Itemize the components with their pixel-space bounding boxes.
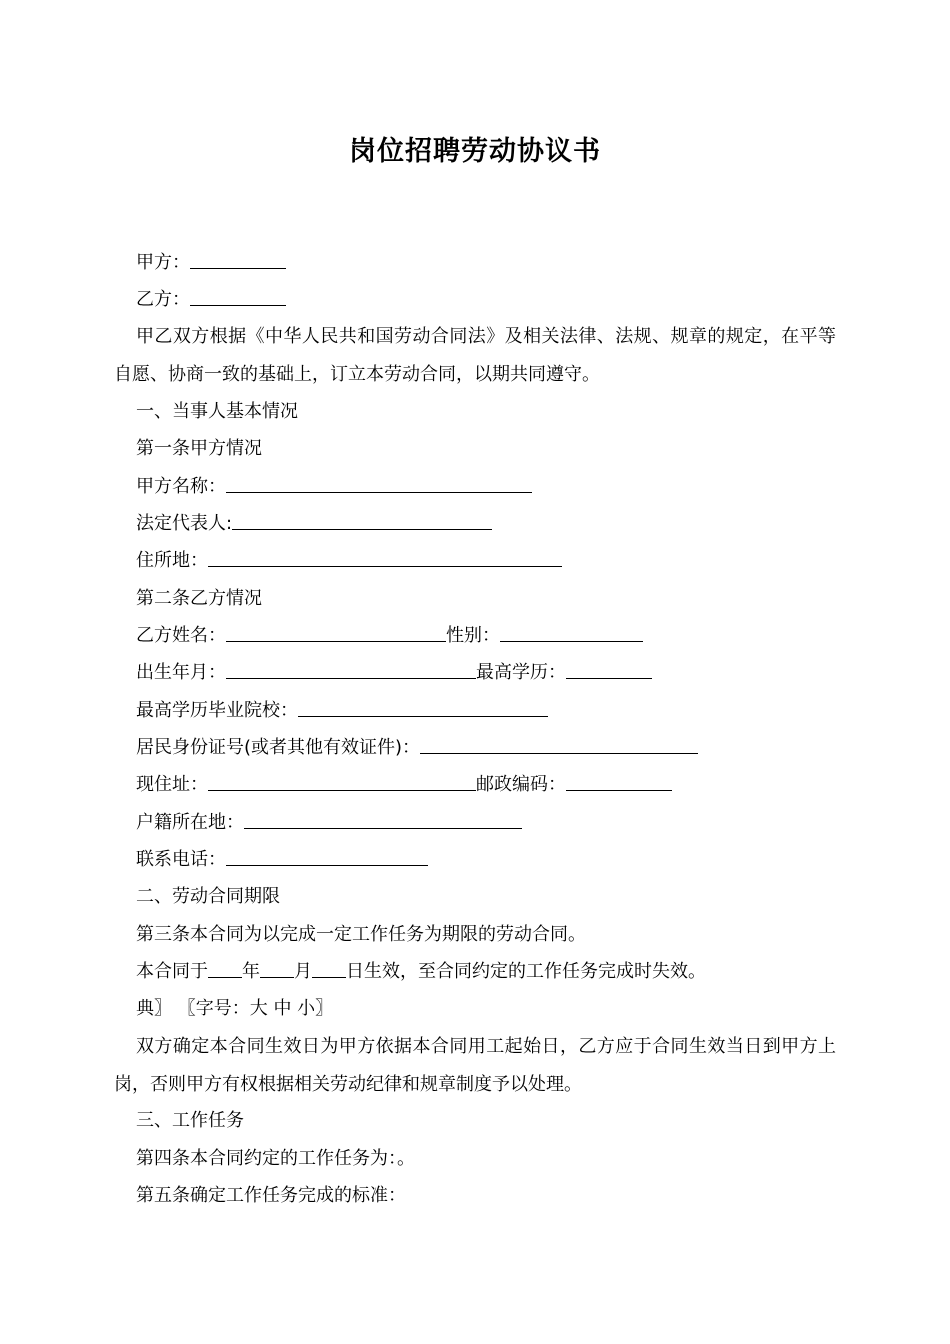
education-label: 最高学历： <box>476 662 566 683</box>
effective-date-line <box>136 959 706 985</box>
phone-line <box>136 847 428 873</box>
party-a-name-line <box>136 474 532 500</box>
party-a-line <box>136 250 286 276</box>
start-date-paragraph: 双方确定本合同生效日为甲方依据本合同用工起始日，乙方应于合同生效当日到甲方上岗，否则甲方有权根据相关劳动纪律和规章制度予以处理。 <box>114 1036 836 1095</box>
legal-rep-label: 法定代表人: <box>136 513 233 534</box>
legal-rep-line <box>136 511 492 537</box>
section-2-heading: 二、劳动合同期限 <box>136 886 280 907</box>
party-b-blank[interactable] <box>190 287 286 306</box>
phone-blank[interactable] <box>226 847 428 866</box>
effective-prefix: 本合同于 <box>136 961 208 982</box>
party-b-name-gender-line <box>136 623 643 649</box>
font-size-note: 典〗 〖字号：大 中 小〗 <box>136 998 334 1019</box>
article-5-text: 第五条确定工作任务完成的标准： <box>136 1185 406 1206</box>
party-a-name-blank[interactable] <box>226 474 532 493</box>
effective-day-blank[interactable] <box>312 959 346 978</box>
party-a-name-label: 甲方名称： <box>136 476 226 497</box>
party-b-name-blank[interactable] <box>226 623 446 642</box>
birth-education-line <box>136 660 652 686</box>
id-number-line <box>136 735 698 761</box>
section-3-heading: 三、工作任务 <box>136 1110 244 1131</box>
school-label: 最高学历毕业院校： <box>136 700 298 721</box>
party-a-address-line <box>136 548 562 574</box>
hukou-blank[interactable] <box>244 810 522 829</box>
party-a-label: 甲方： <box>136 252 190 273</box>
school-line <box>136 698 548 724</box>
effective-month-blank[interactable] <box>260 959 294 978</box>
school-blank[interactable] <box>298 698 548 717</box>
month-label: 月 <box>294 961 312 982</box>
id-number-blank[interactable] <box>420 735 698 754</box>
zip-label: 邮政编码： <box>476 774 566 795</box>
current-address-label: 现住址： <box>136 774 208 795</box>
legal-rep-blank[interactable] <box>232 511 492 530</box>
party-a-address-blank[interactable] <box>208 548 562 567</box>
hukou-label: 户籍所在地： <box>136 812 244 833</box>
id-number-label: 居民身份证号(或者其他有效证件)： <box>136 737 421 758</box>
year-label: 年 <box>242 961 260 982</box>
party-b-line <box>136 287 286 313</box>
party-a-address-label: 住所地： <box>136 550 208 571</box>
effective-suffix: 日生效，至合同约定的工作任务完成时失效。 <box>346 961 706 982</box>
intro-paragraph: 甲乙双方根据《中华人民共和国劳动合同法》及相关法律、法规、规章的规定，在平等自愿、协商一致的基础上，订立本劳动合同，以期共同遵守。 <box>114 326 836 385</box>
education-blank[interactable] <box>566 660 652 679</box>
party-a-blank[interactable] <box>190 250 286 269</box>
address-zip-line <box>136 772 672 798</box>
article-3-text: 第三条本合同为以完成一定工作任务为期限的劳动合同。 <box>136 924 586 945</box>
birth-blank[interactable] <box>226 660 476 679</box>
section-1-heading: 一、当事人基本情况 <box>136 401 298 422</box>
party-b-name-label: 乙方姓名： <box>136 625 226 646</box>
zip-blank[interactable] <box>566 772 672 791</box>
birth-label: 出生年月： <box>136 662 226 683</box>
document-title: 岗位招聘劳动协议书 <box>349 136 601 167</box>
party-b-label: 乙方： <box>136 289 190 310</box>
phone-label: 联系电话： <box>136 849 226 870</box>
hukou-line <box>136 810 522 836</box>
current-address-blank[interactable] <box>208 772 476 791</box>
gender-blank[interactable] <box>500 623 643 642</box>
effective-year-blank[interactable] <box>208 959 242 978</box>
article-2-heading: 第二条乙方情况 <box>136 588 262 609</box>
article-1-heading: 第一条甲方情况 <box>136 438 262 459</box>
article-4-text: 第四条本合同约定的工作任务为：。 <box>136 1148 415 1169</box>
gender-label: 性别： <box>446 625 500 646</box>
